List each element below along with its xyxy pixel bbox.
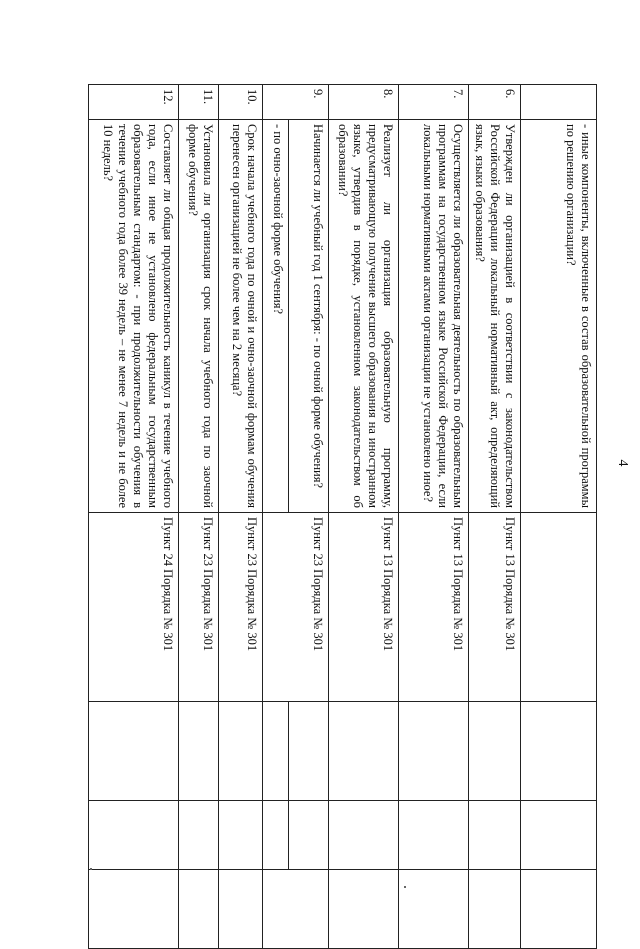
table-row [179, 85, 219, 949]
checklist-page-rotated [89, 84, 597, 894]
answer-yes-cell[interactable] [329, 702, 399, 801]
row-number: 6. [469, 85, 521, 120]
checklist-table [88, 84, 597, 949]
answer-yes-cell[interactable] [219, 702, 263, 801]
answer-no-cell[interactable] [469, 801, 521, 870]
note-cell[interactable] [469, 870, 521, 949]
scan-speck [90, 868, 92, 870]
question-cell: Начинается ли учебный год 1 сентября: - по очной форме обучения? [289, 120, 329, 513]
row-number: 12. [89, 85, 179, 120]
answer-no-cell[interactable] [521, 801, 597, 870]
row-number: 8. [329, 85, 399, 120]
question-cell: Осуществляется ли образовательная деятельность по образовательным программам на государственном языке Российской Федерации, если локальными нормативными актами организации не установлено иное? [399, 120, 469, 513]
reference-cell: Пункт 13 Порядка № 301 [469, 513, 521, 702]
note-cell[interactable] [263, 870, 329, 949]
reference-cell: Пункт 23 Порядка № 301 [263, 513, 329, 702]
reference-cell: Пункт 13 Порядка № 301 [399, 513, 469, 702]
reference-cell: Пункт 13 Порядка № 301 [329, 513, 399, 702]
answer-yes-cell[interactable] [89, 702, 179, 801]
answer-yes-cell[interactable] [399, 702, 469, 801]
answer-no-cell[interactable] [289, 801, 329, 870]
table-row [329, 85, 399, 949]
note-cell[interactable] [219, 870, 263, 949]
note-cell[interactable] [179, 870, 219, 949]
table-row [399, 85, 469, 949]
row-number: 11. [179, 85, 219, 120]
reference-cell: Пункт 23 Порядка № 301 [219, 513, 263, 702]
answer-yes-cell[interactable] [469, 702, 521, 801]
row-number: 10. [219, 85, 263, 120]
page-number: 4 [615, 459, 630, 467]
reference-cell: Пункт 23 Порядка № 301 [179, 513, 219, 702]
question-cell: Установила ли организация срок начала учебного года по заочной форме обучения? [179, 120, 219, 513]
answer-no-cell[interactable] [329, 801, 399, 870]
note-cell[interactable] [329, 870, 399, 949]
row-number: 9. [263, 85, 329, 120]
reference-cell [521, 513, 597, 702]
answer-no-cell[interactable] [219, 801, 263, 870]
answer-yes-cell[interactable] [521, 702, 597, 801]
answer-no-cell[interactable] [263, 801, 289, 870]
table-row [289, 85, 329, 949]
reference-cell: Пункт 24 Порядка № 301 [89, 513, 179, 702]
row-number [521, 85, 597, 120]
question-cell: Утвержден ли организацией в соответствии с законодательством Российской Федерации локальный нормативный акт, определяющий язык, языки образования? [469, 120, 521, 513]
note-cell[interactable] [399, 870, 469, 949]
table-row [89, 85, 179, 949]
note-cell[interactable] [89, 870, 179, 949]
row-number: 7. [399, 85, 469, 120]
answer-no-cell[interactable] [399, 801, 469, 870]
table-row [521, 85, 597, 949]
note-cell[interactable] [521, 870, 597, 949]
question-cell: Срок начала учебного года по очной и очно-заочной формам обучения перенесен организацией не более чем на 2 месяца? [219, 120, 263, 513]
table-row [219, 85, 263, 949]
table-row [469, 85, 521, 949]
question-cell: - иные компоненты, включенные в состав образовательной программы по решению организации? [521, 120, 597, 513]
answer-no-cell[interactable] [179, 801, 219, 870]
scan-speck [404, 886, 406, 888]
answer-yes-cell[interactable] [289, 702, 329, 801]
question-cell: Реализует ли организация образовательную программу, предусматривающую получение высшего образования на иностранном языке, утвердив в порядке, установленном законодательством об образовании? [329, 120, 399, 513]
answer-yes-cell[interactable] [263, 702, 289, 801]
answer-yes-cell[interactable] [179, 702, 219, 801]
question-cell: - по очно-заочной форме обучения? [263, 120, 289, 513]
question-cell: Составляет ли общая продолжительность каникул в течение учебного года, если иное не установлено федеральным государственным образовательным стандартом: - при продолжительности обучения в течение учебного года более 39 недель – не менее 7 недель и не более 10 недель? [89, 120, 179, 513]
answer-no-cell[interactable] [89, 801, 179, 870]
